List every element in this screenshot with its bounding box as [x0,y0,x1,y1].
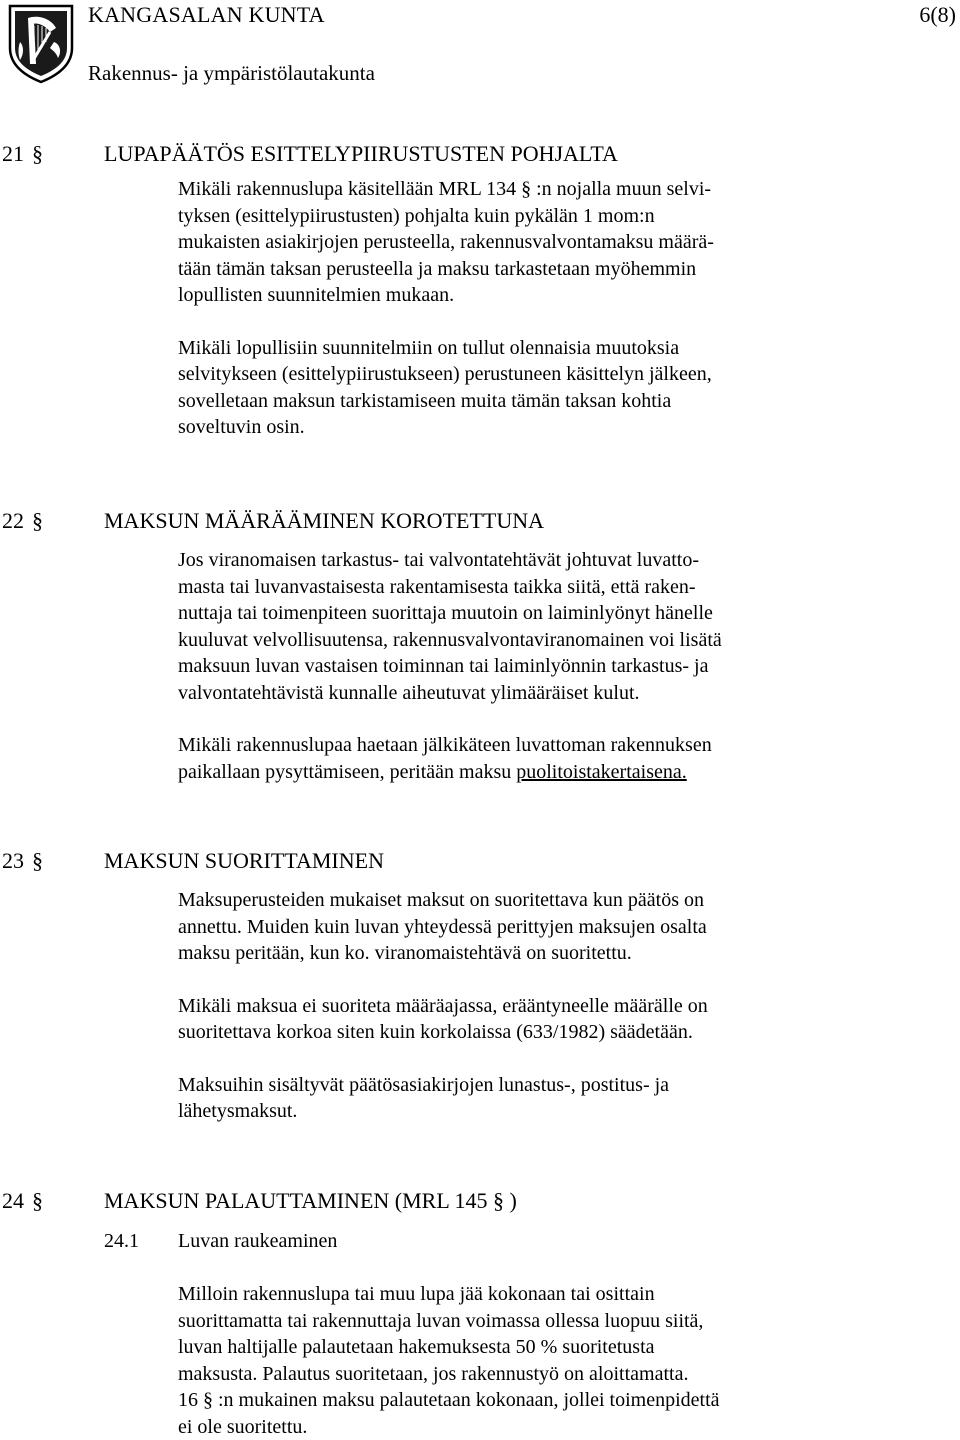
paragraph: Mikäli rakennuslupa käsitellään MRL 134 § :n nojalla muun selvi- tyksen (esittelypiirustusten) pohjalta kuin pykälän 1 mom:n mukaisten asiakirjojen perusteella, rakennusvalvontamaksu määrä- tään tämän taksan perusteella ja maksu tarkastetaan myöhemmin lopullisten suunnitelmien mukaan. [178,178,714,306]
section-title: MAKSUN PALAUTTAMINEN (MRL 145 § ) [104,1188,517,1213]
page-number: 6(8) [919,2,956,27]
subsection-title: Luvan raukeaminen [178,1230,338,1252]
paragraph: Mikäli maksua ei suoriteta määräajassa, erääntyneelle määrälle on suoritettava korkoa siten kuin korkolaissa (633/1982) säädetään. [178,994,708,1043]
section-23 [0,846,960,1125]
section-21 [0,139,960,441]
section-heading [0,1186,960,1216]
section-22 [0,506,960,785]
underlined-text: puolitoistakertaisena. [516,760,687,783]
section-number: 23 § [2,848,43,873]
section-number: 24 § [2,1188,43,1213]
paragraph: Mikäli lopullisiin suunnitelmiin on tullut olennaisia muutoksia selvitykseen (esittelypiirustukseen) perustuneen käsittelyn jälkeen, sovelletaan maksun tarkistamiseen muita tämän taksan kohtia soveltuvin osin. [178,336,712,438]
section-heading [0,506,960,536]
paragraph: Jos viranomaisen tarkastus- tai valvontatehtävät johtuvat luvatto- masta tai luvanvastaisesta rakentamisesta taikka siitä, että raken- nuttaja tai toimenpiteen suorittaja muutoin on laiminlyönyt hänelle kuuluvat velvollisuutensa, rakennusvalvontaviranomainen voi lisätä maksuun luvan vastaisen toiminnan tai laiminlyönnin tarkastus- ja valvontatehtävistä kunnalle aiheutuvat ylimääräiset kulut. [178,549,722,704]
section-number: 22 § [2,508,43,533]
section-heading [0,846,960,876]
section-24 [0,1186,960,1440]
subsection-heading [0,1226,960,1256]
paragraph: Milloin rakennuslupa tai muu lupa jää kokonaan tai osittain suorittamatta tai rakennuttaja luvan voimassa ollessa luopuu siitä, luvan haltijalle palautetaan hakemuksesta 50 % suoritetusta maksusta. Palautus suoritetaan, jos rakennustyö on aloittamatta. 16 § :n mukainen maksu palautetaan kokonaan, jollei toimenpidettä ei ole suoritettu. [178,1283,720,1438]
section-title: MAKSUN SUORITTAMINEN [104,848,384,873]
subsection-number: 24.1 [104,1230,139,1252]
paragraph: Maksuperusteiden mukaiset maksut on suoritettava kun päätös on annettu. Muiden kuin luvan yhteydessä perittyjen maksujen osalta maksu peritään, kun ko. viranomaistehtävä on suoritettu. [178,889,707,964]
section-title: LUPAPÄÄTÖS ESITTELYPIIRUSTUSTEN POHJALTA [104,141,618,166]
municipal-crest-logo [6,2,76,84]
committee-name: Rakennus- ja ympäristölautakunta [88,61,375,85]
paragraph: Mikäli rakennuslupaa haetaan jälkikäteen luvattoman rakennuksen paikallaan pysyttämiseen, peritään maksu puolitoistakertaisena. [178,734,712,783]
section-title: MAKSUN MÄÄRÄÄMINEN KOROTETTUNA [104,508,544,533]
paragraph: Maksuihin sisältyvät päätösasiakirjojen lunastus-, postitus- ja lähetysmaksut. [178,1073,670,1122]
section-heading [0,139,960,169]
section-number: 21 § [2,141,43,166]
organization-name: KANGASALAN KUNTA [88,2,325,27]
